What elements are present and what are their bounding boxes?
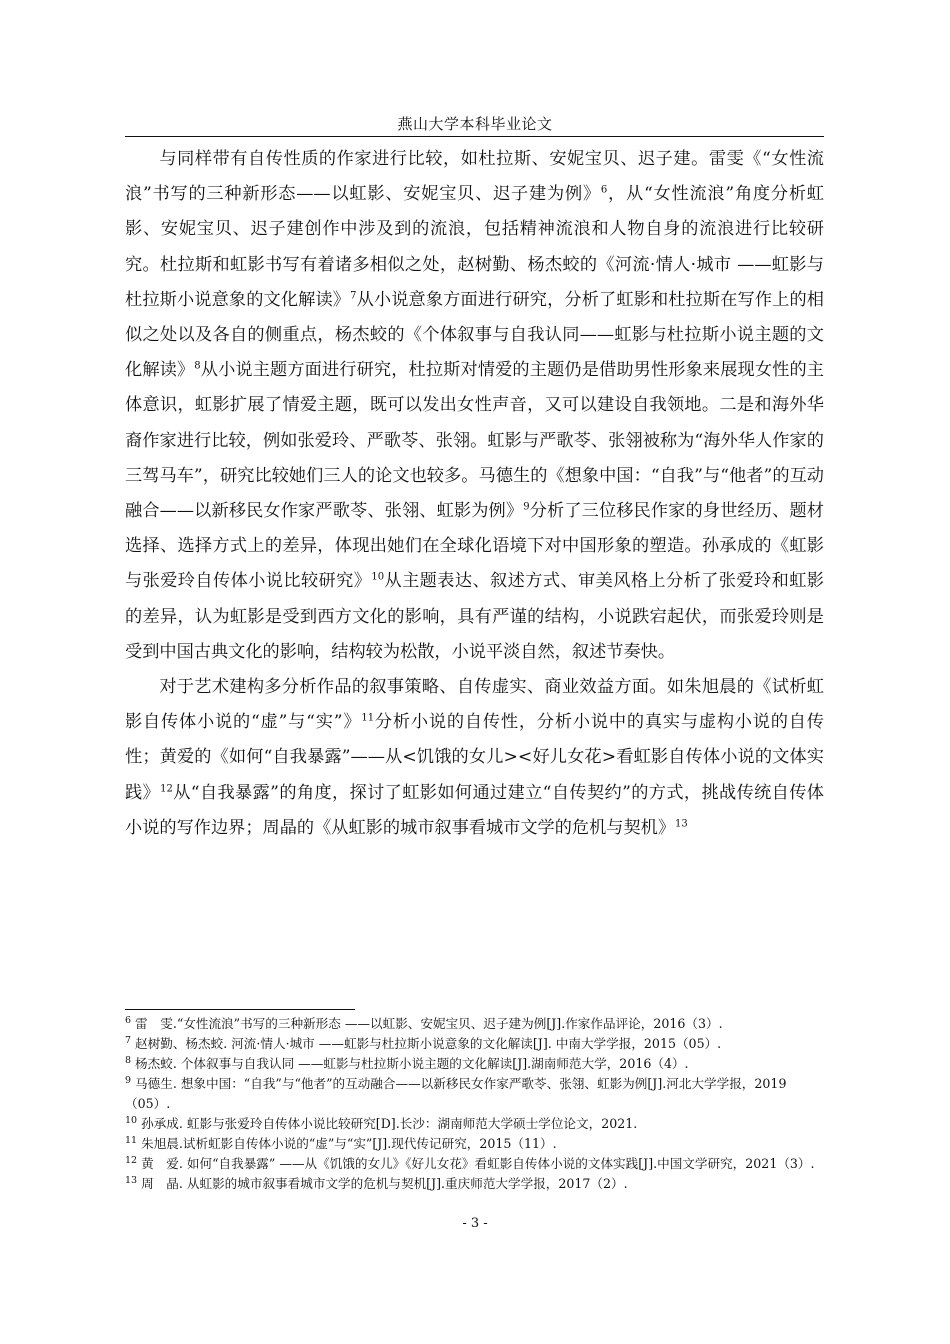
footnote-reference: 6 xyxy=(600,184,608,196)
footnotes xyxy=(125,1014,824,1194)
footnote-number: 9 xyxy=(125,1074,132,1086)
paragraph-text: 对于艺术建构多分析作品的叙事策略、自传虚实、商业效益方面。如朱旭晨的《试析虹影自传体小说的“虚”与“实”》 xyxy=(125,677,824,733)
footnote-item xyxy=(125,1174,824,1194)
footnote-reference: 10 xyxy=(371,571,385,583)
footnote-text: 马德生. 想象中国：“自我”与“他者”的互动融合——以新移民女作家严歌苓、张翎、虹影为例[J].河北大学学报，2019（05）. xyxy=(125,1076,787,1111)
footnote-text: 赵树勤、杨杰蛟. 河流·情人·城市 ——虹影与杜拉斯小说意象的文化解读[J]. 中南大学学报，2015（05）. xyxy=(135,1036,722,1051)
paragraph-text: ，从“女性流浪”角度分析虹影、安妮宝贝、迟子建创作中涉及到的流浪，包括精神流浪和人物自身的流浪进行比较研究。杜拉斯和虹影书写有着诸多相似之处，赵树勤、杨杰蛟的《河流·情人·城市 ——虹影与杜拉斯小说意象的文化解读》 xyxy=(125,184,824,310)
footnote-item xyxy=(125,1154,824,1174)
footnote-number: 12 xyxy=(125,1154,138,1166)
footnote-reference: 8 xyxy=(194,360,201,372)
footnote-item xyxy=(125,1074,824,1114)
footnote-item xyxy=(125,1014,824,1034)
footnote-reference: 13 xyxy=(675,818,688,830)
footnote-reference: 11 xyxy=(361,712,375,724)
body-paragraph xyxy=(125,670,824,846)
page-number: - 3 - xyxy=(462,1216,488,1231)
body-paragraph xyxy=(125,142,824,670)
footnote-text: 孙承成. 虹影与张爱玲自传体小说比较研究[D].长沙：湖南师范大学硕士学位论文，2021. xyxy=(141,1116,638,1131)
paragraph-text: 从小说意象方面进行研究，分析了虹影和杜拉斯在写作上的相似之处以及各自的侧重点，杨杰蛟的《个体叙事与自我认同——虹影与杜拉斯小说主题的文化解读》 xyxy=(125,289,824,381)
footnote-text: 朱旭晨.试析虹影自传体小说的“虚”与“实”[J].现代传记研究，2015（11）. xyxy=(141,1136,557,1151)
footnote-number: 6 xyxy=(125,1014,132,1026)
paragraph-text: 与同样带有自传性质的作家进行比较，如杜拉斯、安妮宝贝、迟子建。雷雯《“女性流浪”书写的三种新形态——以虹影、安妮宝贝、迟子建为例》 xyxy=(125,149,824,205)
footnote-reference: 7 xyxy=(350,290,357,302)
footnote-number: 11 xyxy=(125,1134,138,1146)
body-text xyxy=(125,142,824,846)
paragraph-text: 分析小说的自传性，分析小说中的真实与虚构小说的自传性；黄爱的《如何“自我暴露”——从<饥饿的女儿><好儿女花>看虹影自传体小说的文体实践》 xyxy=(125,712,824,803)
footnote-text: 雷 雯.“女性流浪”书写的三种新形态 ——以虹影、安妮宝贝、迟子建为例[J].作家作品评论，2016（3）. xyxy=(135,1016,723,1031)
footnote-item xyxy=(125,1134,824,1154)
header-rule xyxy=(125,136,824,137)
footnote-text: 杨杰蛟. 个体叙事与自我认同 ——虹影与杜拉斯小说主题的文化解读[J].湖南师范大学，2016（4）. xyxy=(135,1056,689,1071)
page-header-title: 燕山大学本科毕业论文 xyxy=(397,115,553,133)
footnote-reference: 12 xyxy=(160,782,173,794)
footnote-number: 7 xyxy=(125,1034,132,1046)
footnote-separator xyxy=(125,1009,355,1010)
paragraph-text: 从小说主题方面进行研究，杜拉斯对情爱的主题仍是借助男性形象来展现女性的主体意识，虹影扩展了情爱主题，既可以发出女性声音，又可以建设自我领地。二是和海外华裔作家进行比较，例如张爱玲、严歌苓、张翎。虹影与严歌苓、张翎被称为“海外华人作家的三驾马车”，研究比较她们三人的论文也较多。马德生的《想象中国：“自我”与“他者”的互动融合——以新移民女作家严歌苓、张翎、虹影为例》 xyxy=(125,360,824,522)
footnote-item xyxy=(125,1034,824,1054)
footnote-text: 周 晶. 从虹影的城市叙事看城市文学的危机与契机[J].重庆师范大学学报，2017（2）. xyxy=(141,1176,628,1191)
paragraph-text: 分析了三位移民作家的身世经历、题材选择、选择方式上的差异，体现出她们在全球化语境下对中国形象的塑造。孙承成的《虹影与张爱玲自传体小说比较研究》 xyxy=(125,501,824,592)
footnote-number: 13 xyxy=(125,1174,138,1186)
footnote-text: 黄 爱. 如何“自我暴露” ——从《饥饿的女儿》《好儿女花》看虹影自传体小说的文体实践[J].中国文学研究，2021（3）. xyxy=(141,1156,815,1171)
footnote-reference: 9 xyxy=(523,501,530,513)
footnote-item xyxy=(125,1054,824,1074)
paragraph-text: 从主题表达、叙述方式、审美风格上分析了张爱玲和虹影的差异，认为虹影是受到西方文化的影响，具有严谨的结构，小说跌宕起伏，而张爱玲则是受到中国古典文化的影响，结构较为松散，小说平淡自然，叙述节奏快。 xyxy=(125,571,824,662)
footnote-number: 10 xyxy=(125,1114,138,1126)
paragraph-text: 从“自我暴露”的角度，探讨了虹影如何通过建立“自传契约”的方式，挑战传统自传体小说的写作边界；周晶的《从虹影的城市叙事看城市文学的危机与契机》 xyxy=(125,782,824,838)
footnote-number: 8 xyxy=(125,1054,132,1066)
footnote-item xyxy=(125,1114,824,1134)
